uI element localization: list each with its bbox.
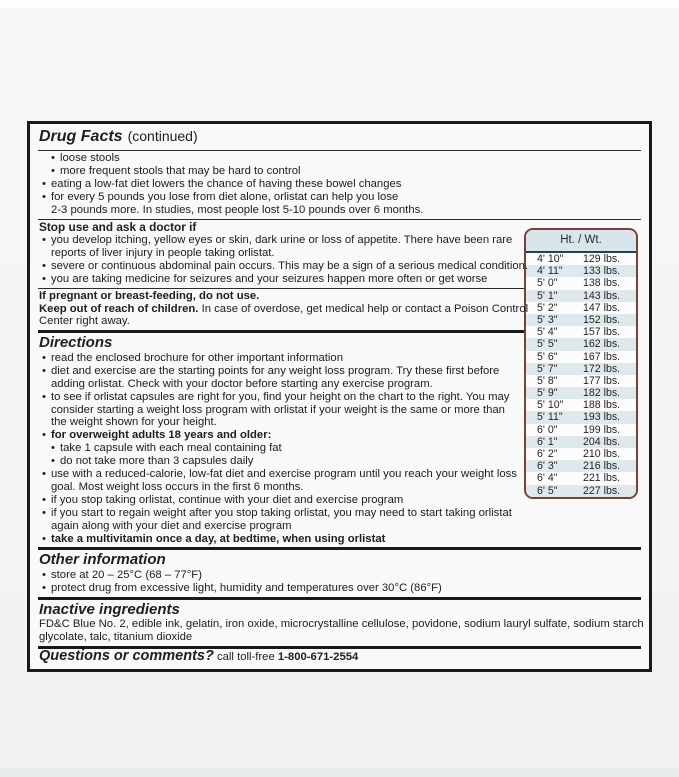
text-run: again along with your diet and exercise program	[51, 519, 292, 532]
height-cell: 6' 4"	[537, 472, 558, 485]
weight-cell: 210 lbs.	[583, 448, 621, 460]
ht-wt-row	[526, 290, 636, 302]
text-run: more frequent stools that may be hard to control	[60, 164, 301, 177]
bullet-dot: •	[42, 190, 46, 203]
bullet-dot: •	[51, 164, 55, 177]
text-run: the weight shown for your height.	[51, 416, 217, 429]
section-heading: Inactive ingredients	[39, 600, 180, 618]
bullet-item	[38, 365, 529, 378]
ht-wt-row	[526, 253, 636, 265]
bullet-dot: •	[42, 234, 46, 247]
text-line	[38, 416, 529, 429]
bullet-dot: •	[42, 177, 46, 190]
bullet-dot: •	[42, 581, 46, 594]
section-content	[38, 288, 529, 331]
text-line	[38, 315, 529, 328]
text-line	[38, 204, 641, 217]
bullet-item	[38, 191, 641, 204]
title-continued: (continued)	[127, 128, 198, 144]
weight-cell: 216 lbs.	[583, 460, 621, 473]
bullet-item	[38, 391, 529, 404]
text-run: you develop itching, yellow eyes or skin, dark urine or loss of appetite. There have been rare	[51, 234, 513, 247]
bullet-item	[38, 352, 529, 365]
height-cell: 6' 2"	[537, 448, 558, 460]
text-run: Keep out of reach of children.	[39, 302, 199, 315]
weight-cell: 138 lbs.	[583, 277, 621, 290]
height-cell: 6' 1"	[537, 435, 558, 448]
height-cell: 5' 8"	[537, 374, 558, 387]
ht-wt-row	[526, 265, 636, 277]
ht-wt-row	[526, 436, 636, 448]
weight-cell: 143 lbs.	[583, 289, 621, 302]
text-line	[38, 303, 529, 316]
weight-cell: 147 lbs.	[583, 301, 621, 314]
section-content	[38, 151, 641, 219]
text-line	[38, 618, 644, 631]
height-cell: 4' 10"	[537, 253, 564, 265]
label-content	[38, 151, 644, 666]
text-run: If pregnant or breast-feeding, do not use.	[39, 289, 260, 302]
text-run: to see if orlistat capsules are right for you, find your height on the chart to the right. You may	[51, 390, 510, 403]
text-run: diet and exercise are the starting points for any weight loss program. Try these first before	[51, 364, 500, 377]
drug-facts-title	[38, 124, 641, 151]
height-cell: 6' 5"	[537, 484, 558, 497]
height-cell: 6' 3"	[537, 460, 558, 473]
bullet-item	[38, 533, 529, 546]
bullet-item	[38, 273, 529, 286]
bullet-dot: •	[42, 351, 46, 364]
weight-cell: 157 lbs.	[583, 326, 621, 339]
height-cell: 6' 0"	[537, 423, 558, 436]
weight-cell: 167 lbs.	[583, 350, 621, 363]
text-line	[38, 290, 529, 303]
bullet-item	[38, 494, 529, 507]
text-run: take 1 capsule with each meal containing fat	[60, 442, 282, 455]
text-line	[38, 650, 641, 664]
bullet-dot: •	[42, 272, 46, 285]
ht-wt-row	[526, 351, 636, 363]
text-line	[38, 404, 529, 417]
bullet-item	[38, 260, 529, 273]
ht-wt-row	[526, 424, 636, 436]
height-cell: 5' 4"	[537, 326, 558, 339]
ht-wt-row	[526, 302, 636, 314]
bullet-dot: •	[42, 568, 46, 581]
ht-wt-row	[526, 363, 636, 375]
bullet-item	[38, 165, 641, 178]
height-cell: 5' 11"	[537, 411, 563, 424]
section-content	[38, 649, 641, 666]
bullet-dot: •	[42, 468, 46, 481]
bullet-item	[38, 582, 641, 595]
weight-cell: 199 lbs.	[583, 423, 621, 436]
bullet-item	[38, 152, 641, 165]
bullet-dot: •	[51, 152, 55, 164]
section-inactive-ingredients	[38, 597, 644, 646]
section-questions	[38, 646, 641, 666]
section-heading: Other information	[39, 551, 166, 569]
weight-cell: 177 lbs.	[583, 374, 621, 387]
text-line	[38, 481, 529, 494]
bullet-item	[38, 569, 641, 582]
text-run: severe or continuous abdominal pain occurs. This may be a sign of a serious medical condition.	[51, 259, 529, 272]
text-run: take a multivitamin once a day, at bedtime, when using orlistat	[51, 532, 386, 545]
text-run: store at 20 – 25°C (68 – 77°F)	[51, 568, 202, 581]
height-cell: 5' 6"	[537, 350, 558, 363]
text-line	[38, 631, 641, 644]
weight-cell: 133 lbs.	[583, 265, 621, 278]
height-cell: 5' 0"	[537, 277, 558, 290]
bullet-item	[38, 178, 641, 191]
height-cell: 5' 1"	[537, 289, 558, 302]
bullet-dot: •	[42, 493, 46, 506]
text-run: goal. Most weight loss occurs in the first 6 months.	[51, 480, 304, 493]
bullet-dot: •	[51, 442, 55, 455]
section-heading: Stop use and ask a doctor if	[39, 219, 197, 234]
ht-wt-row	[526, 338, 636, 350]
bullet-dot: •	[42, 390, 46, 403]
package-bottom-edge	[0, 768, 679, 777]
weight-cell: 193 lbs.	[583, 411, 621, 424]
text-run: you are taking medicine for seizures and your seizures happen more often or get worse	[51, 272, 488, 285]
ht-wt-row	[526, 277, 636, 289]
weight-cell: 162 lbs.	[583, 338, 621, 351]
bullet-item	[38, 429, 529, 442]
height-cell: 5' 7"	[537, 362, 558, 375]
section-content	[38, 220, 529, 288]
weight-cell: 204 lbs.	[583, 435, 621, 448]
ht-wt-row	[526, 375, 636, 387]
bullet-dot: •	[42, 506, 46, 519]
text-run: use with a reduced-calorie, low-fat diet and exercise program until you reach your weight loss	[51, 468, 517, 481]
ht-wt-row	[526, 387, 636, 399]
text-run: eating a low-fat diet lowers the chance of having these bowel changes	[51, 177, 402, 190]
text-run: loose stools	[60, 152, 120, 164]
text-run: 1-800-671-2554	[277, 651, 359, 664]
ht-wt-row	[526, 314, 636, 326]
text-run: protect drug from excessive light, humidity and temperatures over 30°C (86°F)	[51, 581, 442, 594]
ht-wt-row	[526, 472, 636, 484]
ht-wt-row	[526, 399, 636, 411]
weight-cell: 227 lbs.	[583, 484, 621, 497]
weight-cell: 182 lbs.	[583, 387, 621, 400]
ht-wt-row	[526, 411, 636, 423]
text-run: if you start to regain weight after you stop taking orlistat, you may need to start taking orlistat	[51, 506, 512, 519]
text-run: call toll-free	[213, 651, 278, 664]
weight-cell: 152 lbs.	[583, 313, 621, 326]
bullet-dot: •	[42, 532, 46, 545]
weight-cell: 172 lbs.	[583, 362, 621, 375]
text-run: glycolate, talc, titanium dioxide	[39, 631, 193, 644]
bullet-item	[38, 455, 529, 468]
section-content	[38, 550, 641, 596]
drug-facts-box	[27, 121, 652, 672]
text-run: reports of liver injury in people taking orlistat.	[51, 246, 275, 259]
section-content	[38, 330, 529, 547]
bullet-item	[38, 507, 529, 520]
text-run: Questions or comments?	[39, 648, 214, 665]
text-run: 2-3 pounds more. In studies, most people lost 5-10 pounds over 6 months.	[51, 203, 424, 216]
ht-wt-row	[526, 485, 636, 497]
height-cell: 5' 10"	[537, 399, 564, 412]
bullet-item	[38, 468, 529, 481]
height-cell: 5' 3"	[537, 313, 558, 326]
section-other-information	[38, 547, 641, 596]
text-run: if you stop taking orlistat, continue with your diet and exercise program	[51, 493, 404, 506]
bullet-item	[38, 234, 529, 247]
text-run: FD&C Blue No. 2, edible ink, gelatin, iron oxide, microcrystalline cellulose, povidone, sodium lauryl sulfate, sodium starch	[39, 618, 644, 631]
text-run: consider starting a weight loss program with orlistat if your weight is the same or more than	[51, 403, 505, 416]
title-text: Drug Facts	[39, 128, 123, 145]
ht-wt-table-body	[526, 253, 636, 497]
text-run: read the enclosed brochure for other important information	[51, 351, 343, 364]
height-cell: 5' 2"	[537, 301, 558, 314]
ht-wt-row	[526, 448, 636, 460]
bullet-dot: •	[51, 455, 55, 468]
text-line	[38, 378, 529, 391]
text-run: for overweight adults 18 years and older:	[51, 429, 272, 442]
text-run: adding orlistat. Check with your doctor before starting any exercise program.	[51, 377, 433, 390]
text-run: for every 5 pounds you lose from diet alone, orlistat can help you lose	[51, 190, 399, 203]
ht-wt-row	[526, 326, 636, 338]
section-side-effects-continued	[38, 151, 641, 219]
weight-cell: 129 lbs.	[583, 253, 621, 265]
height-cell: 4' 11"	[537, 265, 563, 278]
height-cell: 5' 5"	[537, 338, 558, 351]
text-run: do not take more than 3 capsules daily	[60, 455, 254, 468]
ht-wt-table-header: Ht. / Wt.	[526, 230, 636, 253]
text-run: Center right away.	[39, 315, 130, 328]
section-heading: Directions	[39, 334, 113, 352]
text-run: In case of overdose, get medical help or contact a Poison Control	[198, 302, 529, 315]
bullet-dot: •	[42, 364, 46, 377]
weight-cell: 188 lbs.	[583, 399, 621, 412]
bullet-item	[38, 442, 529, 455]
text-line	[38, 247, 529, 260]
ht-wt-table	[524, 228, 638, 499]
section-content	[38, 600, 644, 646]
ht-wt-row	[526, 460, 636, 472]
text-line	[38, 520, 529, 533]
bullet-dot: •	[42, 429, 46, 442]
bullet-dot: •	[42, 259, 46, 272]
height-cell: 5' 9"	[537, 387, 558, 400]
weight-cell: 221 lbs.	[583, 472, 621, 485]
